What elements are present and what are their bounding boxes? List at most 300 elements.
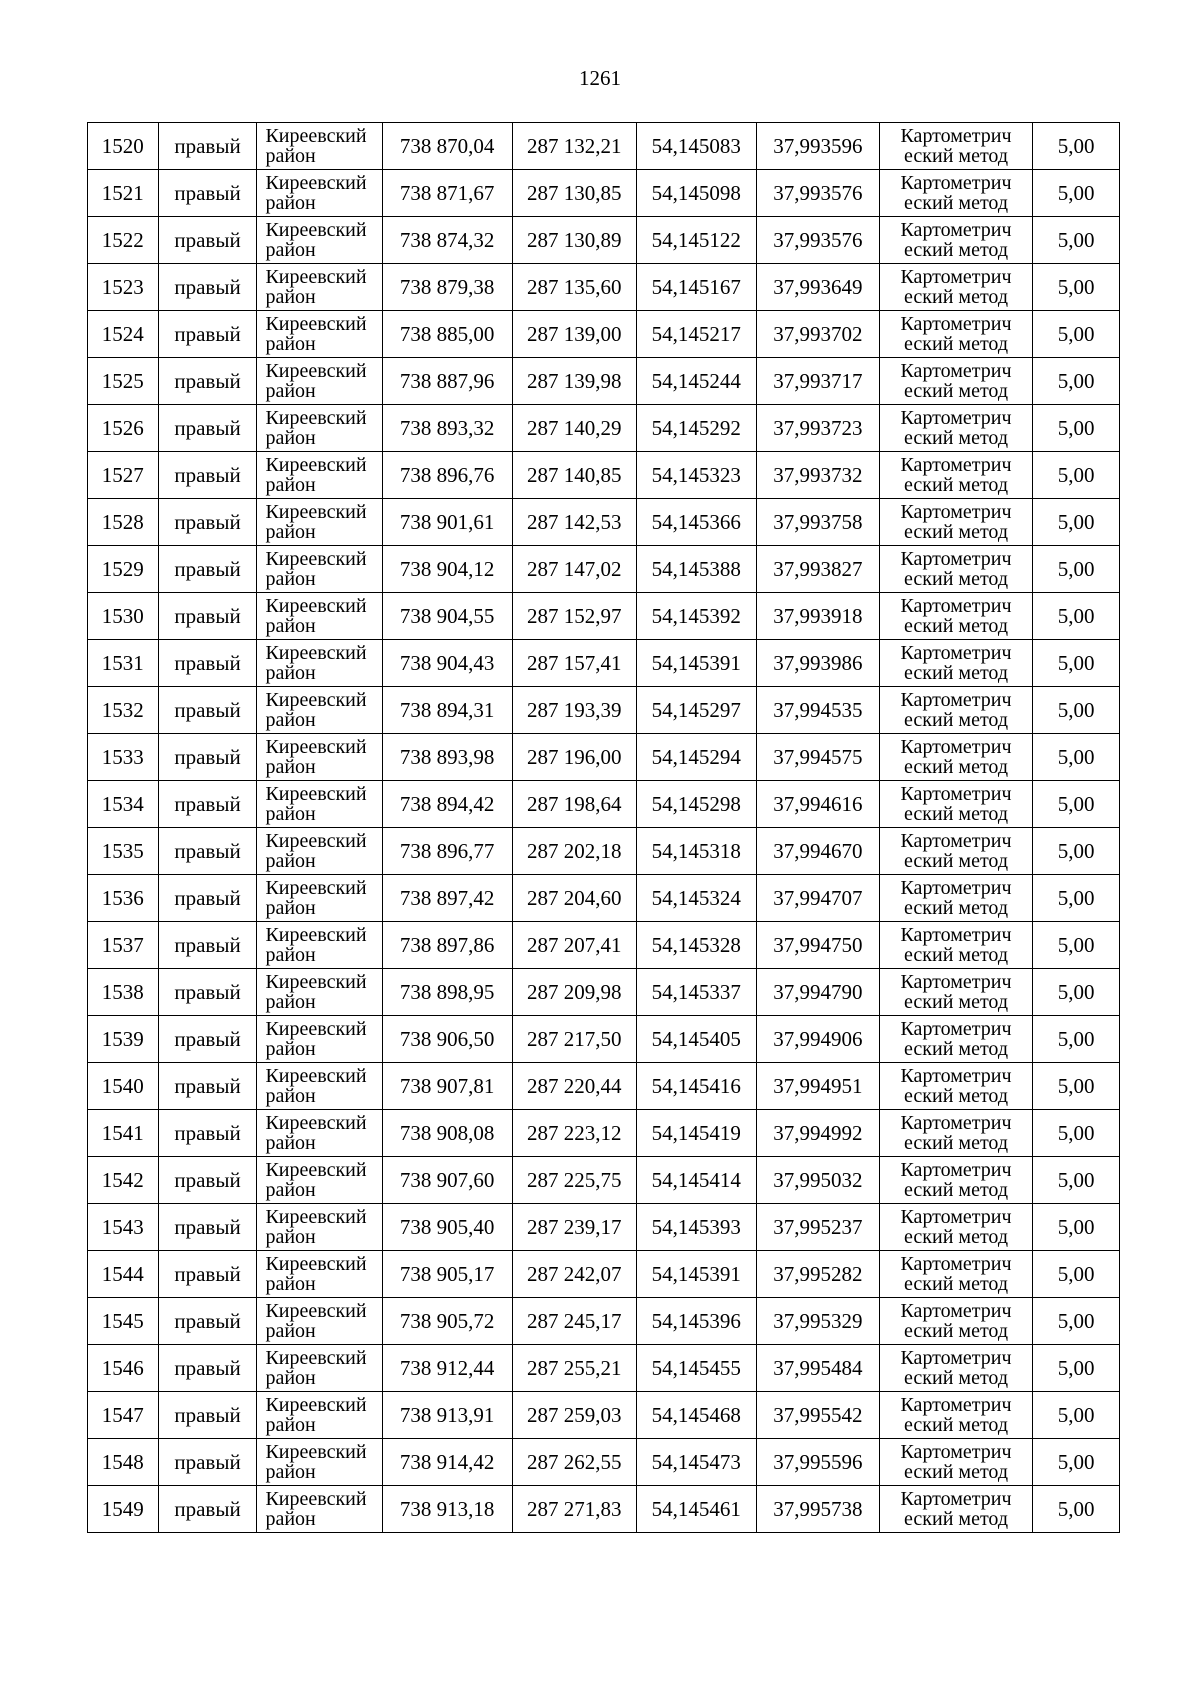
district-cell <box>257 499 382 546</box>
bank-side-cell: правый <box>158 546 257 593</box>
district-line-2: район <box>265 756 316 778</box>
longitude-cell: 37,995237 <box>756 1204 879 1251</box>
bank-side-cell: правый <box>158 311 257 358</box>
coordinate-y-cell: 287 152,97 <box>512 593 636 640</box>
table-row <box>88 1486 1120 1533</box>
district-cell <box>257 922 382 969</box>
method-line-2: еский метод <box>904 897 1009 919</box>
method-line-1: Картометрич <box>900 1065 1012 1087</box>
latitude-cell: 54,145294 <box>636 734 756 781</box>
table-row <box>88 217 1120 264</box>
district-line-1: Киреевский <box>265 548 367 570</box>
district-line-2: район <box>265 1226 316 1248</box>
longitude-cell: 37,994790 <box>756 969 879 1016</box>
method-line-2: еский метод <box>904 192 1009 214</box>
district-line-2: район <box>265 568 316 590</box>
table-row <box>88 875 1120 922</box>
district-line-2: район <box>265 1461 316 1483</box>
district-line-2: район <box>265 333 316 355</box>
accuracy-cell: 5,00 <box>1033 264 1120 311</box>
point-number-cell: 1536 <box>88 875 159 922</box>
district-line-1: Киреевский <box>265 1347 367 1369</box>
point-number-cell: 1546 <box>88 1345 159 1392</box>
method-line-1: Картометрич <box>900 172 1012 194</box>
coordinate-y-cell: 287 217,50 <box>512 1016 636 1063</box>
district-line-1: Киреевский <box>265 1112 367 1134</box>
coordinate-y-cell: 287 142,53 <box>512 499 636 546</box>
latitude-cell: 54,145366 <box>636 499 756 546</box>
latitude-cell: 54,145392 <box>636 593 756 640</box>
accuracy-cell: 5,00 <box>1033 781 1120 828</box>
coordinate-x-cell: 738 914,42 <box>382 1439 512 1486</box>
district-cell <box>257 593 382 640</box>
table-row <box>88 1204 1120 1251</box>
district-line-1: Киреевский <box>265 1065 367 1087</box>
latitude-cell: 54,145388 <box>636 546 756 593</box>
point-number-cell: 1535 <box>88 828 159 875</box>
district-cell <box>257 123 382 170</box>
coordinate-x-cell: 738 904,12 <box>382 546 512 593</box>
district-line-1: Киреевский <box>265 689 367 711</box>
method-line-2: еский метод <box>904 1226 1009 1248</box>
method-line-2: еский метод <box>904 662 1009 684</box>
bank-side-cell: правый <box>158 217 257 264</box>
district-cell <box>257 734 382 781</box>
coordinate-x-cell: 738 904,43 <box>382 640 512 687</box>
latitude-cell: 54,145396 <box>636 1298 756 1345</box>
point-number-cell: 1547 <box>88 1392 159 1439</box>
method-cell <box>879 687 1032 734</box>
table-row <box>88 311 1120 358</box>
method-line-2: еский метод <box>904 1038 1009 1060</box>
method-cell <box>879 1110 1032 1157</box>
district-line-2: район <box>265 662 316 684</box>
coordinate-x-cell: 738 894,42 <box>382 781 512 828</box>
latitude-cell: 54,145217 <box>636 311 756 358</box>
bank-side-cell: правый <box>158 1439 257 1486</box>
latitude-cell: 54,145292 <box>636 405 756 452</box>
method-line-2: еский метод <box>904 1508 1009 1530</box>
method-line-2: еский метод <box>904 709 1009 731</box>
point-number-cell: 1528 <box>88 499 159 546</box>
latitude-cell: 54,145414 <box>636 1157 756 1204</box>
point-number-cell: 1532 <box>88 687 159 734</box>
coordinate-y-cell: 287 140,29 <box>512 405 636 452</box>
longitude-cell: 37,994670 <box>756 828 879 875</box>
longitude-cell: 37,994906 <box>756 1016 879 1063</box>
district-line-1: Киреевский <box>265 1394 367 1416</box>
longitude-cell: 37,995282 <box>756 1251 879 1298</box>
method-cell <box>879 123 1032 170</box>
coordinate-y-cell: 287 204,60 <box>512 875 636 922</box>
bank-side-cell: правый <box>158 264 257 311</box>
accuracy-cell: 5,00 <box>1033 499 1120 546</box>
table-row <box>88 1063 1120 1110</box>
coordinate-y-cell: 287 130,89 <box>512 217 636 264</box>
coordinate-x-cell: 738 871,67 <box>382 170 512 217</box>
accuracy-cell: 5,00 <box>1033 1298 1120 1345</box>
accuracy-cell: 5,00 <box>1033 1486 1120 1533</box>
point-number-cell: 1543 <box>88 1204 159 1251</box>
district-line-2: район <box>265 1508 316 1530</box>
accuracy-cell: 5,00 <box>1033 405 1120 452</box>
district-cell <box>257 1110 382 1157</box>
method-cell <box>879 311 1032 358</box>
longitude-cell: 37,993576 <box>756 170 879 217</box>
coordinate-y-cell: 287 225,75 <box>512 1157 636 1204</box>
method-line-1: Картометрич <box>900 360 1012 382</box>
district-line-2: район <box>265 803 316 825</box>
accuracy-cell: 5,00 <box>1033 1157 1120 1204</box>
method-line-1: Картометрич <box>900 1300 1012 1322</box>
method-cell <box>879 922 1032 969</box>
district-line-2: район <box>265 1132 316 1154</box>
method-line-2: еский метод <box>904 286 1009 308</box>
method-cell <box>879 1204 1032 1251</box>
longitude-cell: 37,994707 <box>756 875 879 922</box>
method-line-2: еский метод <box>904 427 1009 449</box>
district-line-2: район <box>265 239 316 261</box>
district-line-2: район <box>265 897 316 919</box>
point-number-cell: 1540 <box>88 1063 159 1110</box>
accuracy-cell: 5,00 <box>1033 828 1120 875</box>
district-line-2: район <box>265 850 316 872</box>
page-number: 1261 <box>579 66 621 90</box>
coordinate-x-cell: 738 907,60 <box>382 1157 512 1204</box>
point-number-cell: 1526 <box>88 405 159 452</box>
point-number-cell: 1524 <box>88 311 159 358</box>
latitude-cell: 54,145167 <box>636 264 756 311</box>
district-line-2: район <box>265 1367 316 1389</box>
method-line-1: Картометрич <box>900 1206 1012 1228</box>
accuracy-cell: 5,00 <box>1033 1392 1120 1439</box>
method-line-1: Картометрич <box>900 1488 1012 1510</box>
bank-side-cell: правый <box>158 1204 257 1251</box>
method-cell <box>879 593 1032 640</box>
coordinate-x-cell: 738 870,04 <box>382 123 512 170</box>
district-cell <box>257 405 382 452</box>
coordinate-x-cell: 738 912,44 <box>382 1345 512 1392</box>
district-line-1: Киреевский <box>265 830 367 852</box>
district-cell <box>257 358 382 405</box>
method-line-1: Картометрич <box>900 501 1012 523</box>
district-line-1: Киреевский <box>265 1300 367 1322</box>
point-number-cell: 1521 <box>88 170 159 217</box>
method-line-2: еский метод <box>904 145 1009 167</box>
district-line-1: Киреевский <box>265 266 367 288</box>
district-cell <box>257 969 382 1016</box>
method-cell <box>879 1063 1032 1110</box>
accuracy-cell: 5,00 <box>1033 687 1120 734</box>
coordinate-y-cell: 287 130,85 <box>512 170 636 217</box>
district-line-1: Киреевский <box>265 642 367 664</box>
method-cell <box>879 170 1032 217</box>
method-line-1: Картометрич <box>900 783 1012 805</box>
longitude-cell: 37,993649 <box>756 264 879 311</box>
method-line-1: Картометрич <box>900 1441 1012 1463</box>
district-cell <box>257 1157 382 1204</box>
longitude-cell: 37,994750 <box>756 922 879 969</box>
latitude-cell: 54,145328 <box>636 922 756 969</box>
district-line-2: район <box>265 427 316 449</box>
accuracy-cell: 5,00 <box>1033 922 1120 969</box>
latitude-cell: 54,145455 <box>636 1345 756 1392</box>
latitude-cell: 54,145405 <box>636 1016 756 1063</box>
district-line-2: район <box>265 615 316 637</box>
method-line-1: Картометрич <box>900 1253 1012 1275</box>
bank-side-cell: правый <box>158 922 257 969</box>
point-number-cell: 1534 <box>88 781 159 828</box>
method-line-2: еский метод <box>904 1320 1009 1342</box>
method-cell <box>879 358 1032 405</box>
longitude-cell: 37,994616 <box>756 781 879 828</box>
district-line-2: район <box>265 1038 316 1060</box>
district-line-2: район <box>265 192 316 214</box>
district-line-1: Киреевский <box>265 501 367 523</box>
district-line-1: Киреевский <box>265 971 367 993</box>
latitude-cell: 54,145461 <box>636 1486 756 1533</box>
method-line-1: Картометрич <box>900 595 1012 617</box>
district-cell <box>257 1298 382 1345</box>
method-line-2: еский метод <box>904 1179 1009 1201</box>
point-number-cell: 1545 <box>88 1298 159 1345</box>
coordinate-y-cell: 287 132,21 <box>512 123 636 170</box>
coordinate-x-cell: 738 897,86 <box>382 922 512 969</box>
longitude-cell: 37,995032 <box>756 1157 879 1204</box>
bank-side-cell: правый <box>158 358 257 405</box>
bank-side-cell: правый <box>158 969 257 1016</box>
longitude-cell: 37,993576 <box>756 217 879 264</box>
method-line-2: еский метод <box>904 474 1009 496</box>
district-line-1: Киреевский <box>265 125 367 147</box>
coordinate-x-cell: 738 904,55 <box>382 593 512 640</box>
bank-side-cell: правый <box>158 405 257 452</box>
coordinate-y-cell: 287 135,60 <box>512 264 636 311</box>
coordinate-y-cell: 287 271,83 <box>512 1486 636 1533</box>
method-line-2: еский метод <box>904 1414 1009 1436</box>
district-line-1: Киреевский <box>265 313 367 335</box>
table-row <box>88 405 1120 452</box>
method-line-1: Картометрич <box>900 454 1012 476</box>
coordinate-y-cell: 287 223,12 <box>512 1110 636 1157</box>
district-line-2: район <box>265 991 316 1013</box>
method-line-1: Картометрич <box>900 642 1012 664</box>
method-line-2: еский метод <box>904 756 1009 778</box>
point-number-cell: 1529 <box>88 546 159 593</box>
longitude-cell: 37,995484 <box>756 1345 879 1392</box>
latitude-cell: 54,145298 <box>636 781 756 828</box>
point-number-cell: 1538 <box>88 969 159 1016</box>
method-cell <box>879 1251 1032 1298</box>
bank-side-cell: правый <box>158 452 257 499</box>
coordinate-y-cell: 287 202,18 <box>512 828 636 875</box>
method-line-1: Картометрич <box>900 736 1012 758</box>
accuracy-cell: 5,00 <box>1033 358 1120 405</box>
method-cell <box>879 640 1032 687</box>
bank-side-cell: правый <box>158 875 257 922</box>
accuracy-cell: 5,00 <box>1033 1345 1120 1392</box>
table-row <box>88 969 1120 1016</box>
coordinate-x-cell: 738 893,98 <box>382 734 512 781</box>
district-line-1: Киреевский <box>265 877 367 899</box>
latitude-cell: 54,145297 <box>636 687 756 734</box>
district-cell <box>257 1063 382 1110</box>
method-line-2: еский метод <box>904 1085 1009 1107</box>
latitude-cell: 54,145391 <box>636 1251 756 1298</box>
coordinate-x-cell: 738 879,38 <box>382 264 512 311</box>
method-line-2: еский метод <box>904 521 1009 543</box>
district-line-1: Киреевский <box>265 454 367 476</box>
method-line-2: еский метод <box>904 380 1009 402</box>
table-row <box>88 593 1120 640</box>
method-line-1: Картометрич <box>900 877 1012 899</box>
method-line-2: еский метод <box>904 991 1009 1013</box>
method-line-1: Картометрич <box>900 1159 1012 1181</box>
method-line-1: Картометрич <box>900 219 1012 241</box>
method-line-1: Картометрич <box>900 924 1012 946</box>
district-line-2: район <box>265 474 316 496</box>
district-line-2: район <box>265 380 316 402</box>
method-line-2: еский метод <box>904 239 1009 261</box>
coordinate-x-cell: 738 901,61 <box>382 499 512 546</box>
coordinate-x-cell: 738 898,95 <box>382 969 512 1016</box>
longitude-cell: 37,994951 <box>756 1063 879 1110</box>
latitude-cell: 54,145468 <box>636 1392 756 1439</box>
point-number-cell: 1530 <box>88 593 159 640</box>
district-line-1: Киреевский <box>265 1018 367 1040</box>
point-number-cell: 1522 <box>88 217 159 264</box>
bank-side-cell: правый <box>158 1157 257 1204</box>
table-row <box>88 452 1120 499</box>
district-line-2: район <box>265 944 316 966</box>
table-row <box>88 546 1120 593</box>
coordinate-x-cell: 738 907,81 <box>382 1063 512 1110</box>
coordinate-x-cell: 738 893,32 <box>382 405 512 452</box>
table-row <box>88 123 1120 170</box>
method-line-1: Картометрич <box>900 830 1012 852</box>
accuracy-cell: 5,00 <box>1033 311 1120 358</box>
method-cell <box>879 969 1032 1016</box>
bank-side-cell: правый <box>158 828 257 875</box>
method-line-1: Картометрич <box>900 548 1012 570</box>
coordinate-x-cell: 738 908,08 <box>382 1110 512 1157</box>
coordinates-table <box>87 122 1120 1533</box>
bank-side-cell: правый <box>158 1486 257 1533</box>
bank-side-cell: правый <box>158 123 257 170</box>
coordinate-y-cell: 287 207,41 <box>512 922 636 969</box>
point-number-cell: 1531 <box>88 640 159 687</box>
longitude-cell: 37,993758 <box>756 499 879 546</box>
longitude-cell: 37,994575 <box>756 734 879 781</box>
coordinate-x-cell: 738 913,91 <box>382 1392 512 1439</box>
district-cell <box>257 217 382 264</box>
longitude-cell: 37,993723 <box>756 405 879 452</box>
district-cell <box>257 1345 382 1392</box>
latitude-cell: 54,145083 <box>636 123 756 170</box>
bank-side-cell: правый <box>158 687 257 734</box>
accuracy-cell: 5,00 <box>1033 1439 1120 1486</box>
table-row <box>88 1157 1120 1204</box>
longitude-cell: 37,995542 <box>756 1392 879 1439</box>
table-row <box>88 734 1120 781</box>
point-number-cell: 1542 <box>88 1157 159 1204</box>
bank-side-cell: правый <box>158 1298 257 1345</box>
table-row <box>88 1298 1120 1345</box>
method-line-1: Картометрич <box>900 125 1012 147</box>
method-cell <box>879 405 1032 452</box>
district-line-1: Киреевский <box>265 360 367 382</box>
district-cell <box>257 828 382 875</box>
bank-side-cell: правый <box>158 781 257 828</box>
coordinate-x-cell: 738 885,00 <box>382 311 512 358</box>
longitude-cell: 37,995329 <box>756 1298 879 1345</box>
district-line-2: район <box>265 1273 316 1295</box>
table-row <box>88 264 1120 311</box>
district-line-1: Киреевский <box>265 736 367 758</box>
point-number-cell: 1527 <box>88 452 159 499</box>
district-line-2: район <box>265 1414 316 1436</box>
method-cell <box>879 828 1032 875</box>
method-line-2: еский метод <box>904 333 1009 355</box>
coordinate-y-cell: 287 139,00 <box>512 311 636 358</box>
longitude-cell: 37,995596 <box>756 1439 879 1486</box>
point-number-cell: 1539 <box>88 1016 159 1063</box>
latitude-cell: 54,145393 <box>636 1204 756 1251</box>
district-cell <box>257 170 382 217</box>
method-line-2: еский метод <box>904 568 1009 590</box>
coordinate-x-cell: 738 887,96 <box>382 358 512 405</box>
method-line-1: Картометрич <box>900 407 1012 429</box>
table-row <box>88 781 1120 828</box>
district-line-2: район <box>265 1179 316 1201</box>
district-cell <box>257 311 382 358</box>
coordinate-x-cell: 738 896,76 <box>382 452 512 499</box>
accuracy-cell: 5,00 <box>1033 170 1120 217</box>
latitude-cell: 54,145323 <box>636 452 756 499</box>
method-cell <box>879 1298 1032 1345</box>
method-line-1: Картометрич <box>900 1112 1012 1134</box>
district-line-2: район <box>265 521 316 543</box>
accuracy-cell: 5,00 <box>1033 217 1120 264</box>
method-cell <box>879 452 1032 499</box>
coordinate-x-cell: 738 913,18 <box>382 1486 512 1533</box>
table-row <box>88 1251 1120 1298</box>
district-cell <box>257 1439 382 1486</box>
longitude-cell: 37,994992 <box>756 1110 879 1157</box>
coordinate-x-cell: 738 905,17 <box>382 1251 512 1298</box>
table-row <box>88 1345 1120 1392</box>
district-cell <box>257 1204 382 1251</box>
method-line-2: еский метод <box>904 850 1009 872</box>
longitude-cell: 37,993596 <box>756 123 879 170</box>
coordinate-x-cell: 738 896,77 <box>382 828 512 875</box>
district-line-1: Киреевский <box>265 1253 367 1275</box>
coordinate-x-cell: 738 874,32 <box>382 217 512 264</box>
method-line-2: еский метод <box>904 1273 1009 1295</box>
longitude-cell: 37,993732 <box>756 452 879 499</box>
bank-side-cell: правый <box>158 593 257 640</box>
accuracy-cell: 5,00 <box>1033 546 1120 593</box>
method-line-2: еский метод <box>904 803 1009 825</box>
latitude-cell: 54,145337 <box>636 969 756 1016</box>
district-line-1: Киреевский <box>265 924 367 946</box>
district-line-2: район <box>265 286 316 308</box>
method-line-1: Картометрич <box>900 1018 1012 1040</box>
longitude-cell: 37,993986 <box>756 640 879 687</box>
accuracy-cell: 5,00 <box>1033 452 1120 499</box>
accuracy-cell: 5,00 <box>1033 969 1120 1016</box>
bank-side-cell: правый <box>158 734 257 781</box>
